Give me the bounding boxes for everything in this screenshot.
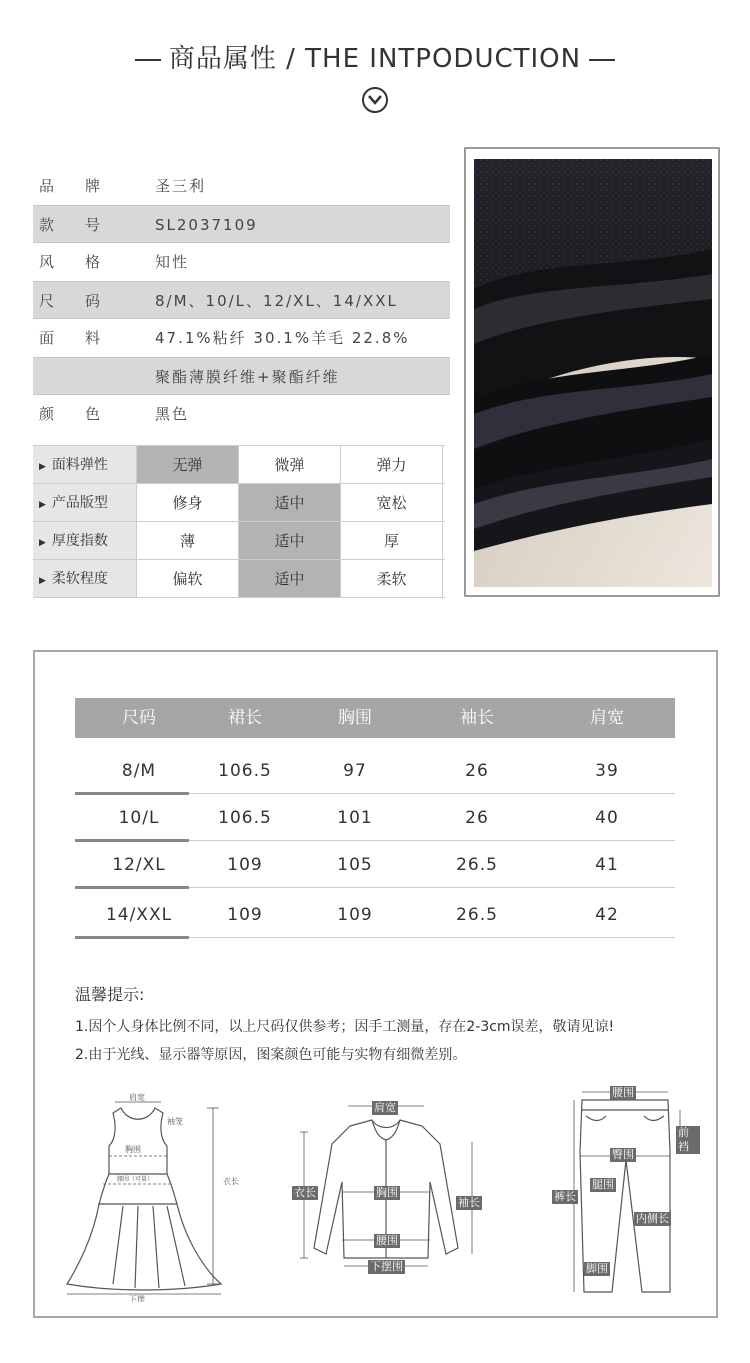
attr-key: 颜 <box>39 405 55 423</box>
dress-label-length: 衣长 <box>223 1177 239 1186</box>
scale-option: 宽松 <box>341 484 443 521</box>
scale-option: 适中 <box>239 522 341 559</box>
attr-key: 色 <box>85 405 101 423</box>
cell-size: 14/XXL <box>105 905 173 925</box>
cell-length: 109 <box>227 905 263 925</box>
attr-key: 码 <box>85 292 101 310</box>
fabric-photo <box>464 147 720 597</box>
cell-shoulder: 42 <box>595 905 619 925</box>
section-title <box>0 38 750 74</box>
scale-option: 柔软 <box>341 560 443 597</box>
size-table-header <box>75 698 675 738</box>
scale-option: 偏软 <box>137 560 239 597</box>
dress-label-hem: 下摆 <box>129 1295 145 1302</box>
shirt-diagram <box>290 1098 490 1278</box>
scale-row-elasticity <box>33 446 445 484</box>
cell-size: 10/L <box>118 808 160 828</box>
header-chest: 胸围 <box>338 708 372 728</box>
attr-row-style <box>33 243 450 281</box>
cell-shoulder: 41 <box>595 855 619 875</box>
cell-sleeve: 26.5 <box>456 905 498 925</box>
scale-option: 适中 <box>239 560 341 597</box>
triangle-right-icon: ▶ <box>39 462 46 472</box>
scale-label <box>33 560 137 597</box>
cell-length: 106.5 <box>218 808 272 828</box>
table-row <box>75 748 675 794</box>
tip-line-2: 2.由于光线、显示器等原因，图案颜色可能与实物有细微差别。 <box>75 1047 467 1063</box>
cell-chest: 101 <box>337 808 373 828</box>
shirt-label-hem: 下摆围 <box>370 1260 403 1273</box>
attr-key: 风 <box>39 253 55 271</box>
cell-sleeve: 26.5 <box>456 855 498 875</box>
attr-key: 牌 <box>85 177 101 195</box>
attr-row-brand <box>33 167 450 205</box>
attr-row-model <box>33 205 450 243</box>
tip-line-1: 1.因个人身体比例不同，以上尺码仅供参考；因手工测量，存在2-3cm误差，敬请见谅! <box>75 1019 615 1035</box>
attr-key: 格 <box>85 253 101 271</box>
shirt-label-sleeve: 袖长 <box>458 1196 480 1209</box>
pants-label-rise: 前裆 <box>676 1126 700 1154</box>
cell-shoulder: 39 <box>595 761 619 781</box>
attr-value: 聚酯薄膜纤维+聚酯纤维 <box>155 368 340 386</box>
cell-length: 106.5 <box>218 761 272 781</box>
triangle-right-icon: ▶ <box>39 538 46 548</box>
dress-label-sleeve: 袖笼 <box>167 1117 183 1126</box>
row-underline <box>75 886 189 889</box>
attr-key: 款 <box>39 216 55 234</box>
cell-shoulder: 40 <box>595 808 619 828</box>
dress-diagram <box>63 1088 253 1302</box>
pants-label-hip: 臀围 <box>612 1148 634 1161</box>
scale-row-softness <box>33 560 445 598</box>
scale-option: 厚 <box>341 522 443 559</box>
scale-option: 修身 <box>137 484 239 521</box>
shirt-label-shoulder: 肩宽 <box>374 1101 396 1114</box>
header-size: 尺码 <box>122 708 156 728</box>
table-row <box>75 842 675 888</box>
table-row <box>75 892 675 938</box>
attr-key: 品 <box>39 177 55 195</box>
cell-sleeve: 26 <box>465 761 489 781</box>
title-dash-right <box>589 59 615 61</box>
table-row <box>75 795 675 841</box>
scale-option: 弹力 <box>341 446 443 483</box>
tips-title: 温馨提示: <box>75 985 145 1004</box>
pants-diagram <box>550 1086 700 1296</box>
pants-label-foot: 脚围 <box>586 1262 608 1275</box>
attr-key: 号 <box>85 216 101 234</box>
cell-sleeve: 26 <box>465 808 489 828</box>
triangle-right-icon: ▶ <box>39 576 46 586</box>
scale-option: 适中 <box>239 484 341 521</box>
header-shoulder: 肩宽 <box>590 708 624 728</box>
attr-value: 圣三利 <box>155 177 207 195</box>
shirt-label-chest: 胸围 <box>376 1186 398 1199</box>
row-underline <box>75 936 189 939</box>
cell-length: 109 <box>227 855 263 875</box>
cell-size: 12/XL <box>112 855 166 875</box>
attr-key: 料 <box>85 329 101 347</box>
dress-label-waist: 腰围（可量） <box>117 1176 154 1183</box>
dress-label-chest: 胸围 <box>125 1145 141 1154</box>
scale-label-text: 柔软程度 <box>51 571 108 587</box>
attribute-list <box>33 167 450 433</box>
pants-label-thigh: 腿围 <box>592 1178 614 1191</box>
cell-size: 8/M <box>121 761 157 781</box>
shirt-label-waist: 腰围 <box>376 1234 398 1247</box>
attr-value: 知性 <box>155 253 190 271</box>
cell-chest: 97 <box>343 761 367 781</box>
chevron-down-circle-icon <box>362 87 388 113</box>
dress-label-shoulder: 肩宽 <box>129 1093 145 1102</box>
scale-row-fit <box>33 484 445 522</box>
title-dash-left <box>135 59 161 61</box>
attr-value: 8/M、10/L、12/XL、14/XXL <box>155 292 398 310</box>
attr-key: 尺 <box>39 292 55 310</box>
scale-option: 无弹 <box>137 446 239 483</box>
attr-row-color <box>33 395 450 433</box>
scale-label <box>33 522 137 559</box>
attr-value: SL2037109 <box>155 216 258 234</box>
scale-option: 薄 <box>137 522 239 559</box>
triangle-right-icon: ▶ <box>39 500 46 510</box>
attr-row-size <box>33 281 450 319</box>
attr-value: 47.1%粘纤 30.1%羊毛 22.8% <box>155 329 410 347</box>
scale-row-thickness <box>33 522 445 560</box>
attr-row-fabric-cont <box>33 357 450 395</box>
title-text: 商品属性 / THE INTPODUCTION <box>168 44 582 74</box>
size-chart-box <box>33 650 718 1318</box>
pants-label-inseam: 内侧长 <box>636 1212 669 1225</box>
fabric-image <box>474 159 712 587</box>
pants-label-length: 裤长 <box>554 1190 576 1203</box>
scale-label <box>33 446 137 483</box>
cell-chest: 109 <box>337 905 373 925</box>
scale-option: 微弹 <box>239 446 341 483</box>
attr-key: 面 <box>39 329 55 347</box>
shirt-label-length: 衣长 <box>294 1186 316 1199</box>
scale-label-text: 产品版型 <box>51 495 108 511</box>
pants-label-waist: 腰围 <box>612 1086 634 1099</box>
scale-label <box>33 484 137 521</box>
header-length: 裙长 <box>228 708 262 728</box>
attr-value: 黑色 <box>155 405 190 423</box>
cell-chest: 105 <box>337 855 373 875</box>
attr-row-fabric <box>33 319 450 357</box>
scale-label-text: 面料弹性 <box>51 457 108 473</box>
scale-label-text: 厚度指数 <box>51 533 108 549</box>
scale-table <box>33 445 445 598</box>
header-sleeve: 袖长 <box>460 708 494 728</box>
